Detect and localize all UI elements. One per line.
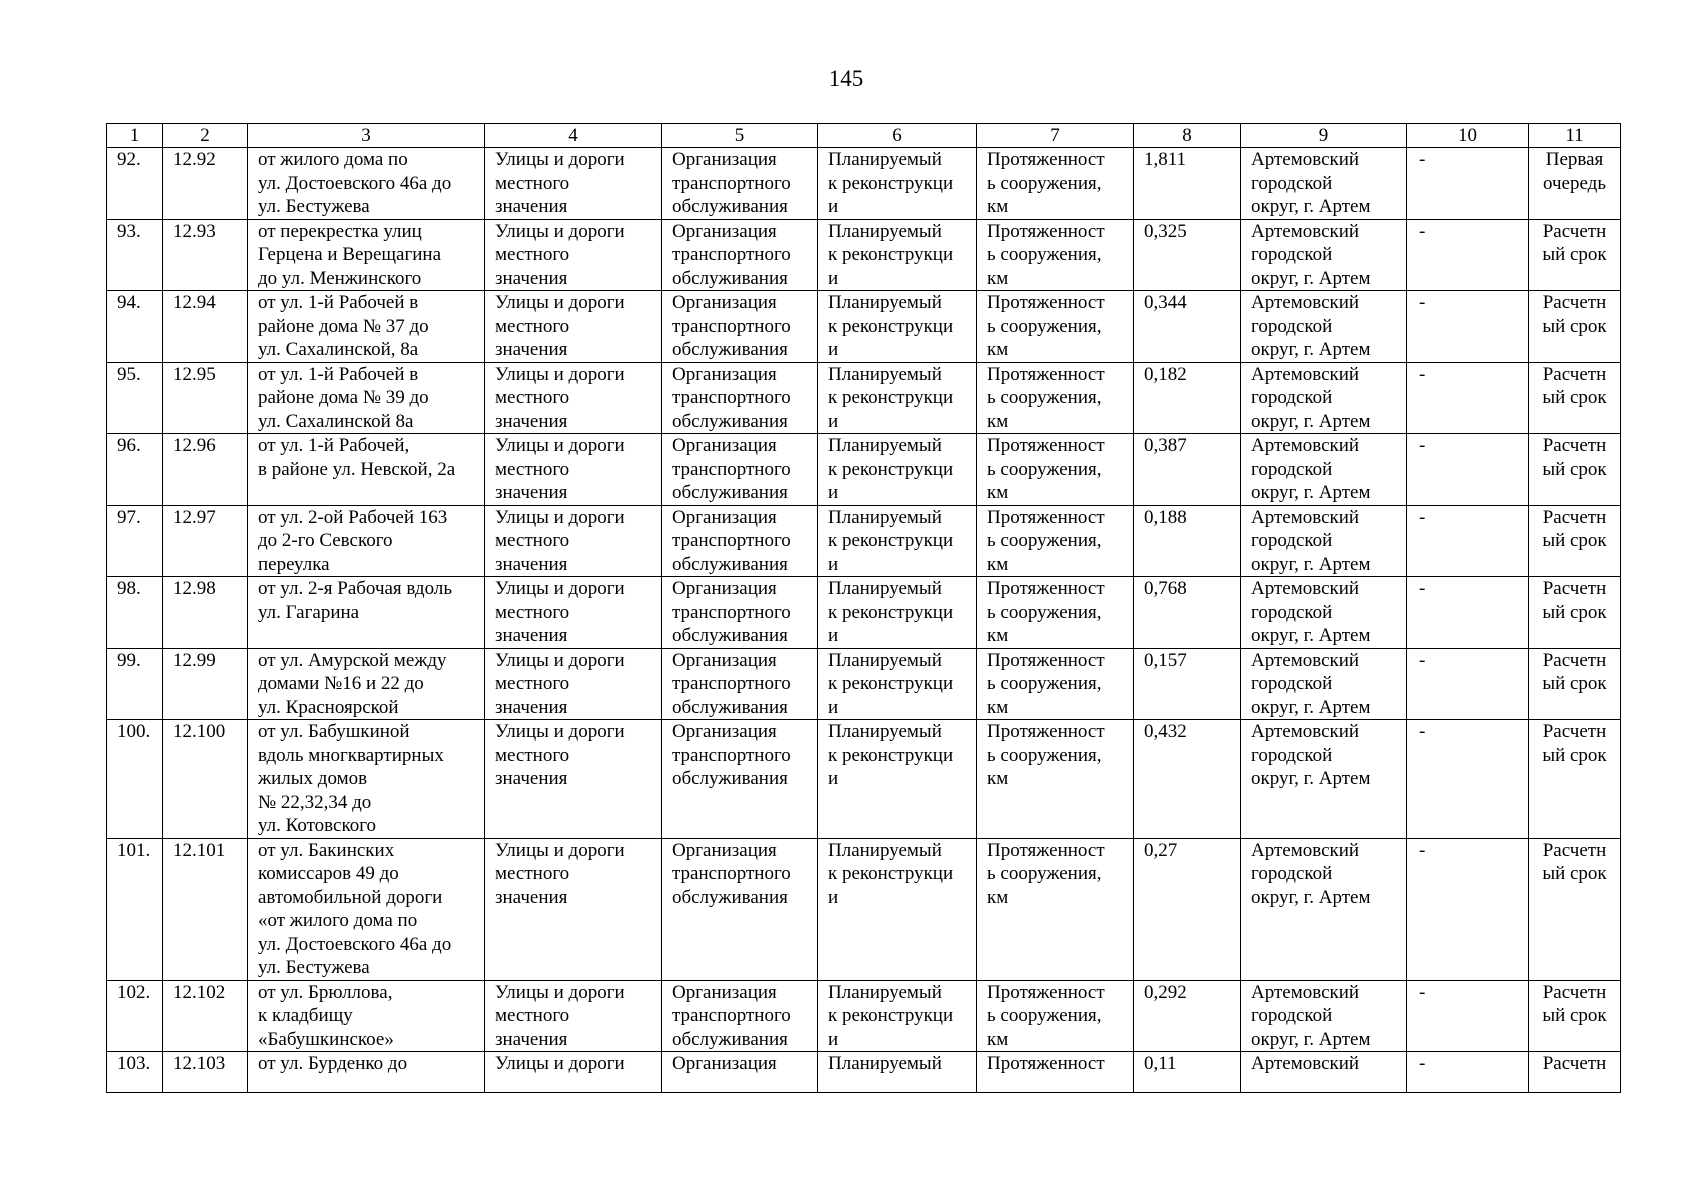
cell-location: от ул. 2-я Рабочая вдоль ул. Гагарина <box>248 577 485 649</box>
header-cell-11: 11 <box>1529 124 1621 148</box>
cell-stage: Расчетн ый срок <box>1529 291 1621 363</box>
cell-col10: - <box>1407 648 1529 720</box>
cell-length-km: 0,325 <box>1134 219 1241 291</box>
cell-purpose: Организация транспортного обслуживания <box>662 720 818 839</box>
cell-length-km: 0,11 <box>1134 1052 1241 1093</box>
cell-location: от ул. Брюллова, к кладбищу «Бабушкинское» <box>248 980 485 1052</box>
cell-length-km: 0,27 <box>1134 838 1241 980</box>
cell-category: Улицы и дороги местного значения <box>485 148 662 220</box>
cell-measure: Протяженност ь сооружения, км <box>977 291 1134 363</box>
cell-length-km: 0,157 <box>1134 648 1241 720</box>
cell-purpose: Организация транспортного обслуживания <box>662 219 818 291</box>
cell-purpose: Организация транспортного обслуживания <box>662 648 818 720</box>
cell-purpose: Организация транспортного обслуживания <box>662 434 818 506</box>
cell-status: Планируемый к реконструкци и <box>818 577 977 649</box>
cell-category: Улицы и дороги местного значения <box>485 362 662 434</box>
data-table <box>106 123 1621 1093</box>
cell-stage: Расчетн ый срок <box>1529 505 1621 577</box>
cell-status: Планируемый к реконструкци и <box>818 648 977 720</box>
cell-category: Улицы и дороги местного значения <box>485 838 662 980</box>
cell-index: 96. <box>107 434 163 506</box>
cell-status: Планируемый к реконструкци и <box>818 838 977 980</box>
cell-index: 97. <box>107 505 163 577</box>
cell-location: от ул. 1-й Рабочей в районе дома № 39 до ул. Сахалинской 8а <box>248 362 485 434</box>
cell-col10: - <box>1407 838 1529 980</box>
cell-code: 12.100 <box>163 720 248 839</box>
cell-category: Улицы и дороги местного значения <box>485 505 662 577</box>
cell-length-km: 0,182 <box>1134 362 1241 434</box>
cell-length-km: 0,387 <box>1134 434 1241 506</box>
cell-municipality: Артемовский городской округ, г. Артем <box>1241 148 1407 220</box>
cell-location: от ул. Бакинских комиссаров 49 до автомобильной дороги «от жилого дома по ул. Достоевского 46а до ул. Бестужева <box>248 838 485 980</box>
cell-status: Планируемый к реконструкци и <box>818 291 977 363</box>
cell-col10: - <box>1407 720 1529 839</box>
cell-status: Планируемый к реконструкци и <box>818 219 977 291</box>
cell-index: 102. <box>107 980 163 1052</box>
cell-measure: Протяженност ь сооружения, км <box>977 505 1134 577</box>
cell-length-km: 0,768 <box>1134 577 1241 649</box>
header-cell-10: 10 <box>1407 124 1529 148</box>
cell-status: Планируемый к реконструкци и <box>818 980 977 1052</box>
header-cell-7: 7 <box>977 124 1134 148</box>
cell-municipality: Артемовский городской округ, г. Артем <box>1241 505 1407 577</box>
cell-measure: Протяженност ь сооружения, км <box>977 720 1134 839</box>
cell-index: 92. <box>107 148 163 220</box>
cell-code: 12.103 <box>163 1052 248 1093</box>
cell-municipality: Артемовский городской округ, г. Артем <box>1241 291 1407 363</box>
cell-category: Улицы и дороги местного значения <box>485 577 662 649</box>
cell-municipality: Артемовский городской округ, г. Артем <box>1241 219 1407 291</box>
page-number: 145 <box>828 66 864 91</box>
cell-municipality: Артемовский городской округ, г. Артем <box>1241 577 1407 649</box>
table-row <box>107 148 1621 220</box>
cell-location: от ул. Бурденко до <box>248 1052 485 1093</box>
cell-code: 12.92 <box>163 148 248 220</box>
cell-measure: Протяженност ь сооружения, км <box>977 577 1134 649</box>
cell-status: Планируемый <box>818 1052 977 1093</box>
table-row <box>107 362 1621 434</box>
cell-municipality: Артемовский городской округ, г. Артем <box>1241 434 1407 506</box>
cell-status: Планируемый к реконструкци и <box>818 720 977 839</box>
cell-measure: Протяженност ь сооружения, км <box>977 434 1134 506</box>
cell-index: 98. <box>107 577 163 649</box>
cell-location: от ул. 2-ой Рабочей 163 до 2-го Севского переулка <box>248 505 485 577</box>
cell-municipality: Артемовский городской округ, г. Артем <box>1241 980 1407 1052</box>
cell-col10: - <box>1407 577 1529 649</box>
cell-stage: Расчетн ый срок <box>1529 720 1621 839</box>
cell-stage: Расчетн ый срок <box>1529 362 1621 434</box>
cell-location: от перекрестка улиц Герцена и Верещагина до ул. Менжинского <box>248 219 485 291</box>
cell-length-km: 0,188 <box>1134 505 1241 577</box>
cell-col10: - <box>1407 505 1529 577</box>
header-cell-2: 2 <box>163 124 248 148</box>
cell-location: от ул. Бабушкиной вдоль многквартирных жилых домов № 22,32,34 до ул. Котовского <box>248 720 485 839</box>
cell-category: Улицы и дороги местного значения <box>485 648 662 720</box>
table-row <box>107 219 1621 291</box>
table-row <box>107 980 1621 1052</box>
cell-code: 12.101 <box>163 838 248 980</box>
cell-col10: - <box>1407 291 1529 363</box>
cell-location: от жилого дома по ул. Достоевского 46а до ул. Бестужева <box>248 148 485 220</box>
cell-stage: Расчетн ый срок <box>1529 577 1621 649</box>
table-row <box>107 648 1621 720</box>
cell-municipality: Артемовский <box>1241 1052 1407 1093</box>
table-row <box>107 434 1621 506</box>
cell-measure: Протяженност ь сооружения, км <box>977 219 1134 291</box>
header-cell-3: 3 <box>248 124 485 148</box>
cell-code: 12.98 <box>163 577 248 649</box>
cell-col10: - <box>1407 434 1529 506</box>
cell-code: 12.97 <box>163 505 248 577</box>
cell-status: Планируемый к реконструкци и <box>818 434 977 506</box>
cell-purpose: Организация транспортного обслуживания <box>662 980 818 1052</box>
cell-measure: Протяженност ь сооружения, км <box>977 148 1134 220</box>
header-cell-4: 4 <box>485 124 662 148</box>
cell-category: Улицы и дороги местного значения <box>485 434 662 506</box>
cell-purpose: Организация транспортного обслуживания <box>662 838 818 980</box>
cell-category: Улицы и дороги местного значения <box>485 980 662 1052</box>
cell-measure: Протяженност <box>977 1052 1134 1093</box>
header-cell-6: 6 <box>818 124 977 148</box>
cell-purpose: Организация транспортного обслуживания <box>662 505 818 577</box>
cell-index: 99. <box>107 648 163 720</box>
cell-col10: - <box>1407 362 1529 434</box>
cell-category: Улицы и дороги местного значения <box>485 720 662 839</box>
cell-municipality: Артемовский городской округ, г. Артем <box>1241 648 1407 720</box>
cell-purpose: Организация транспортного обслуживания <box>662 291 818 363</box>
cell-location: от ул. 1-й Рабочей, в районе ул. Невской, 2а <box>248 434 485 506</box>
cell-purpose: Организация <box>662 1052 818 1093</box>
cell-col10: - <box>1407 219 1529 291</box>
cell-index: 95. <box>107 362 163 434</box>
cell-code: 12.94 <box>163 291 248 363</box>
cell-code: 12.96 <box>163 434 248 506</box>
table-row <box>107 577 1621 649</box>
cell-stage: Расчетн ый срок <box>1529 219 1621 291</box>
cell-measure: Протяженност ь сооружения, км <box>977 648 1134 720</box>
cell-stage: Расчетн ый срок <box>1529 980 1621 1052</box>
header-cell-9: 9 <box>1241 124 1407 148</box>
cell-measure: Протяженност ь сооружения, км <box>977 980 1134 1052</box>
cell-stage: Расчетн ый срок <box>1529 648 1621 720</box>
cell-category: Улицы и дороги местного значения <box>485 219 662 291</box>
cell-measure: Протяженност ь сооружения, км <box>977 362 1134 434</box>
cell-status: Планируемый к реконструкци и <box>818 148 977 220</box>
cell-code: 12.99 <box>163 648 248 720</box>
cell-index: 93. <box>107 219 163 291</box>
header-cell-8: 8 <box>1134 124 1241 148</box>
cell-stage: Расчетн <box>1529 1052 1621 1093</box>
header-cell-1: 1 <box>107 124 163 148</box>
header-row <box>107 124 1621 148</box>
table-row <box>107 505 1621 577</box>
cell-municipality: Артемовский городской округ, г. Артем <box>1241 720 1407 839</box>
cell-purpose: Организация транспортного обслуживания <box>662 362 818 434</box>
cell-col10: - <box>1407 1052 1529 1093</box>
cell-length-km: 0,344 <box>1134 291 1241 363</box>
cell-location: от ул. 1-й Рабочей в районе дома № 37 до ул. Сахалинской, 8а <box>248 291 485 363</box>
cell-length-km: 0,292 <box>1134 980 1241 1052</box>
cell-category: Улицы и дороги местного значения <box>485 291 662 363</box>
cell-stage: Первая очередь <box>1529 148 1621 220</box>
cell-code: 12.95 <box>163 362 248 434</box>
cell-code: 12.102 <box>163 980 248 1052</box>
cell-location: от ул. Амурской между домами №16 и 22 до ул. Красноярской <box>248 648 485 720</box>
cell-index: 103. <box>107 1052 163 1093</box>
header-cell-5: 5 <box>662 124 818 148</box>
cell-stage: Расчетн ый срок <box>1529 434 1621 506</box>
cell-measure: Протяженност ь сооружения, км <box>977 838 1134 980</box>
cell-status: Планируемый к реконструкци и <box>818 362 977 434</box>
cell-municipality: Артемовский городской округ, г. Артем <box>1241 838 1407 980</box>
cell-col10: - <box>1407 980 1529 1052</box>
cell-length-km: 1,811 <box>1134 148 1241 220</box>
cell-purpose: Организация транспортного обслуживания <box>662 577 818 649</box>
cell-purpose: Организация транспортного обслуживания <box>662 148 818 220</box>
cell-length-km: 0,432 <box>1134 720 1241 839</box>
cell-index: 100. <box>107 720 163 839</box>
cell-status: Планируемый к реконструкци и <box>818 505 977 577</box>
table-row <box>107 720 1621 839</box>
cell-stage: Расчетн ый срок <box>1529 838 1621 980</box>
table-row <box>107 291 1621 363</box>
cell-municipality: Артемовский городской округ, г. Артем <box>1241 362 1407 434</box>
cell-index: 101. <box>107 838 163 980</box>
cell-code: 12.93 <box>163 219 248 291</box>
cell-col10: - <box>1407 148 1529 220</box>
table-row <box>107 838 1621 980</box>
table-row <box>107 1052 1621 1093</box>
cell-index: 94. <box>107 291 163 363</box>
cell-category: Улицы и дороги <box>485 1052 662 1093</box>
